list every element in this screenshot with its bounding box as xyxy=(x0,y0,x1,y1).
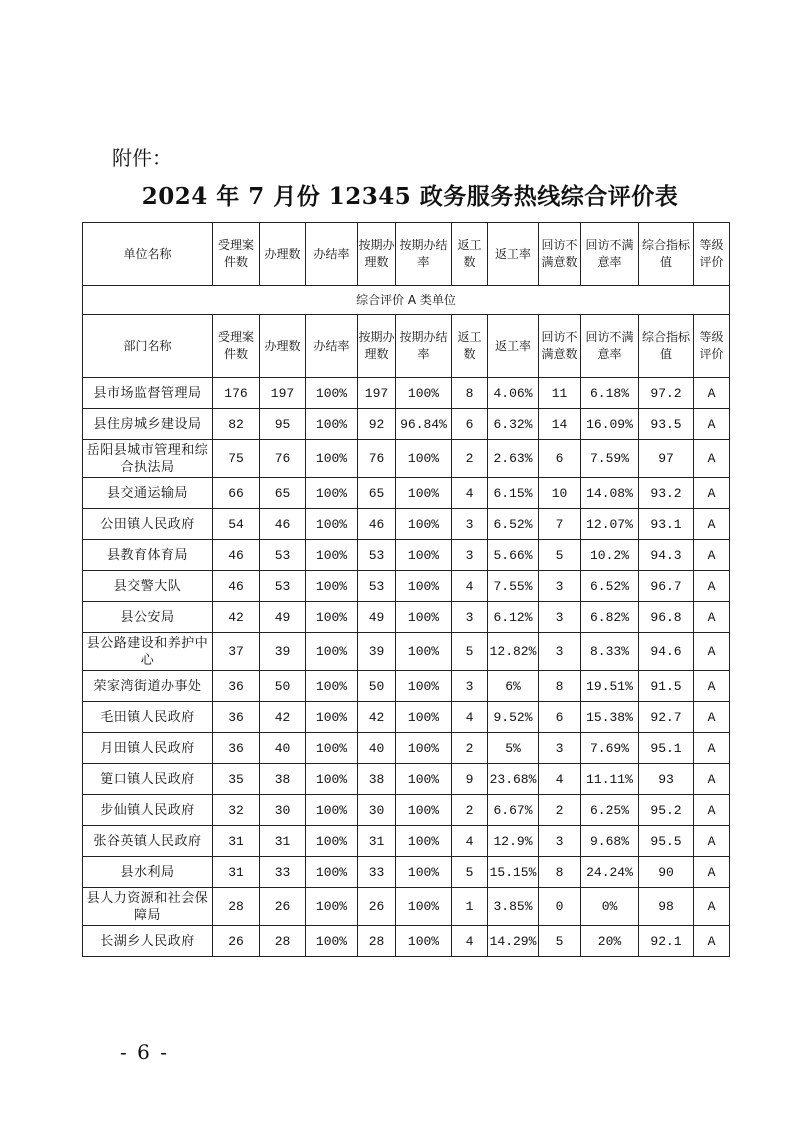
unit-name-cell: 县市场监督管理局 xyxy=(83,378,213,409)
value-cell: 98 xyxy=(639,888,694,926)
value-cell: 38 xyxy=(358,764,396,795)
value-cell: A xyxy=(694,671,730,702)
value-cell: 92.7 xyxy=(639,702,694,733)
unit-name-cell: 县交通运输局 xyxy=(83,478,213,509)
header-cell: 等级评价 xyxy=(694,315,730,378)
header-cell: 单位名称 xyxy=(83,223,213,286)
value-cell: 26 xyxy=(260,888,306,926)
table-row xyxy=(83,826,730,857)
value-cell: A xyxy=(694,826,730,857)
table-row xyxy=(83,857,730,888)
value-cell: 36 xyxy=(213,671,260,702)
header-cell: 按期办结率 xyxy=(396,315,452,378)
value-cell: 2 xyxy=(539,795,581,826)
header-cell: 综合指标值 xyxy=(639,223,694,286)
value-cell: 6.32% xyxy=(488,409,539,440)
header-cell: 回访不满意率 xyxy=(581,223,639,286)
value-cell: 5 xyxy=(539,540,581,571)
value-cell: 9.52% xyxy=(488,702,539,733)
value-cell: 5.66% xyxy=(488,540,539,571)
unit-name-cell: 公田镇人民政府 xyxy=(83,509,213,540)
value-cell: 2.63% xyxy=(488,440,539,478)
value-cell: 94.3 xyxy=(639,540,694,571)
value-cell: 95 xyxy=(260,409,306,440)
value-cell: A xyxy=(694,926,730,957)
value-cell: 92 xyxy=(358,409,396,440)
value-cell: 11.11% xyxy=(581,764,639,795)
value-cell: 31 xyxy=(213,857,260,888)
value-cell: 6.18% xyxy=(581,378,639,409)
table-row xyxy=(83,733,730,764)
value-cell: 66 xyxy=(213,478,260,509)
value-cell: 39 xyxy=(358,633,396,671)
table-row xyxy=(83,764,730,795)
value-cell: 12.07% xyxy=(581,509,639,540)
value-cell: 95.1 xyxy=(639,733,694,764)
value-cell: 39 xyxy=(260,633,306,671)
value-cell: 11 xyxy=(539,378,581,409)
value-cell: 92.1 xyxy=(639,926,694,957)
value-cell: 31 xyxy=(213,826,260,857)
value-cell: 100% xyxy=(306,826,358,857)
value-cell: 100% xyxy=(396,733,452,764)
value-cell: 3 xyxy=(452,671,488,702)
value-cell: 32 xyxy=(213,795,260,826)
value-cell: 24.24% xyxy=(581,857,639,888)
value-cell: 16.09% xyxy=(581,409,639,440)
value-cell: 15.15% xyxy=(488,857,539,888)
value-cell: A xyxy=(694,509,730,540)
value-cell: 9.68% xyxy=(581,826,639,857)
value-cell: 65 xyxy=(260,478,306,509)
value-cell: 0% xyxy=(581,888,639,926)
value-cell: 100% xyxy=(396,478,452,509)
value-cell: 10.2% xyxy=(581,540,639,571)
value-cell: 35 xyxy=(213,764,260,795)
value-cell: 14.29% xyxy=(488,926,539,957)
value-cell: 7.55% xyxy=(488,571,539,602)
unit-name-cell: 毛田镇人民政府 xyxy=(83,702,213,733)
value-cell: 28 xyxy=(260,926,306,957)
value-cell: A xyxy=(694,571,730,602)
value-cell: 91.5 xyxy=(639,671,694,702)
value-cell: 100% xyxy=(396,378,452,409)
value-cell: 3 xyxy=(539,826,581,857)
evaluation-table xyxy=(82,222,730,957)
header-cell: 回访不满意数 xyxy=(539,223,581,286)
value-cell: 95.2 xyxy=(639,795,694,826)
value-cell: 2 xyxy=(452,795,488,826)
attachment-label: 附件： xyxy=(112,146,172,170)
value-cell: 7 xyxy=(539,509,581,540)
value-cell: 6.52% xyxy=(488,509,539,540)
header-cell: 等级评价 xyxy=(694,223,730,286)
value-cell: 19.51% xyxy=(581,671,639,702)
value-cell: A xyxy=(694,764,730,795)
unit-name-cell: 步仙镇人民政府 xyxy=(83,795,213,826)
unit-name-cell: 县交警大队 xyxy=(83,571,213,602)
value-cell: 100% xyxy=(306,540,358,571)
value-cell: 6.82% xyxy=(581,602,639,633)
unit-name-cell: 张谷英镇人民政府 xyxy=(83,826,213,857)
value-cell: 23.68% xyxy=(488,764,539,795)
value-cell: 10 xyxy=(539,478,581,509)
value-cell: 42 xyxy=(358,702,396,733)
value-cell: 14 xyxy=(539,409,581,440)
value-cell: 3 xyxy=(452,602,488,633)
header-cell: 返工数 xyxy=(452,315,488,378)
table-row xyxy=(83,671,730,702)
unit-name-cell: 县教育体育局 xyxy=(83,540,213,571)
header-cell: 受理案件数 xyxy=(213,223,260,286)
value-cell: 100% xyxy=(396,602,452,633)
table-subheader-row xyxy=(83,315,730,378)
value-cell: 42 xyxy=(260,702,306,733)
value-cell: 3 xyxy=(539,602,581,633)
header-cell: 受理案件数 xyxy=(213,315,260,378)
table-row xyxy=(83,509,730,540)
value-cell: A xyxy=(694,440,730,478)
value-cell: 4 xyxy=(452,702,488,733)
value-cell: 100% xyxy=(396,795,452,826)
value-cell: 75 xyxy=(213,440,260,478)
page-number: - 6 - xyxy=(120,1040,169,1064)
value-cell: 49 xyxy=(260,602,306,633)
value-cell: 40 xyxy=(358,733,396,764)
header-cell: 办结率 xyxy=(306,223,358,286)
header-cell: 部门名称 xyxy=(83,315,213,378)
value-cell: 100% xyxy=(396,571,452,602)
value-cell: 100% xyxy=(306,702,358,733)
value-cell: 93 xyxy=(639,764,694,795)
value-cell: 100% xyxy=(396,671,452,702)
value-cell: 4 xyxy=(452,926,488,957)
unit-name-cell: 长湖乡人民政府 xyxy=(83,926,213,957)
value-cell: A xyxy=(694,378,730,409)
value-cell: 94.6 xyxy=(639,633,694,671)
value-cell: A xyxy=(694,478,730,509)
header-cell: 综合指标值 xyxy=(639,315,694,378)
value-cell: 8 xyxy=(452,378,488,409)
value-cell: 6% xyxy=(488,671,539,702)
header-cell: 回访不满意率 xyxy=(581,315,639,378)
value-cell: 97 xyxy=(639,440,694,478)
header-cell: 返工数 xyxy=(452,223,488,286)
value-cell: 100% xyxy=(396,509,452,540)
value-cell: 5% xyxy=(488,733,539,764)
value-cell: 40 xyxy=(260,733,306,764)
value-cell: 28 xyxy=(213,888,260,926)
value-cell: 3.85% xyxy=(488,888,539,926)
value-cell: 3 xyxy=(452,509,488,540)
value-cell: 4.06% xyxy=(488,378,539,409)
value-cell: 100% xyxy=(396,764,452,795)
value-cell: 100% xyxy=(396,540,452,571)
value-cell: 3 xyxy=(539,633,581,671)
value-cell: 6.12% xyxy=(488,602,539,633)
value-cell: 37 xyxy=(213,633,260,671)
value-cell: 46 xyxy=(358,509,396,540)
value-cell: 96.7 xyxy=(639,571,694,602)
value-cell: 14.08% xyxy=(581,478,639,509)
value-cell: 5 xyxy=(452,633,488,671)
value-cell: 95.5 xyxy=(639,826,694,857)
value-cell: 96.8 xyxy=(639,602,694,633)
value-cell: 90 xyxy=(639,857,694,888)
unit-name-cell: 县住房城乡建设局 xyxy=(83,409,213,440)
value-cell: 93.2 xyxy=(639,478,694,509)
value-cell: 82 xyxy=(213,409,260,440)
unit-name-cell: 县人力资源和社会保障局 xyxy=(83,888,213,926)
value-cell: 100% xyxy=(306,926,358,957)
value-cell: 54 xyxy=(213,509,260,540)
value-cell: 30 xyxy=(260,795,306,826)
value-cell: 197 xyxy=(358,378,396,409)
value-cell: 100% xyxy=(306,764,358,795)
value-cell: 5 xyxy=(539,926,581,957)
value-cell: 76 xyxy=(260,440,306,478)
value-cell: 36 xyxy=(213,702,260,733)
table-row xyxy=(83,602,730,633)
value-cell: 197 xyxy=(260,378,306,409)
value-cell: 53 xyxy=(260,571,306,602)
table-row xyxy=(83,702,730,733)
unit-name-cell: 荣家湾街道办事处 xyxy=(83,671,213,702)
value-cell: 33 xyxy=(358,857,396,888)
value-cell: 26 xyxy=(213,926,260,957)
unit-name-cell: 县水利局 xyxy=(83,857,213,888)
value-cell: A xyxy=(694,540,730,571)
value-cell: 53 xyxy=(358,571,396,602)
value-cell: 33 xyxy=(260,857,306,888)
value-cell: 8.33% xyxy=(581,633,639,671)
table-row xyxy=(83,440,730,478)
value-cell: 2 xyxy=(452,440,488,478)
value-cell: 42 xyxy=(213,602,260,633)
value-cell: 65 xyxy=(358,478,396,509)
value-cell: 6 xyxy=(539,702,581,733)
value-cell: 8 xyxy=(539,857,581,888)
unit-name-cell: 岳阳县城市管理和综合执法局 xyxy=(83,440,213,478)
header-cell: 返工率 xyxy=(488,223,539,286)
value-cell: 100% xyxy=(306,602,358,633)
value-cell: A xyxy=(694,602,730,633)
value-cell: 9 xyxy=(452,764,488,795)
value-cell: 26 xyxy=(358,888,396,926)
header-cell: 返工率 xyxy=(488,315,539,378)
value-cell: 93.1 xyxy=(639,509,694,540)
value-cell: 100% xyxy=(306,795,358,826)
value-cell: 100% xyxy=(396,926,452,957)
header-cell: 办理数 xyxy=(260,315,306,378)
value-cell: 97.2 xyxy=(639,378,694,409)
value-cell: 4 xyxy=(539,764,581,795)
value-cell: 100% xyxy=(396,440,452,478)
value-cell: 100% xyxy=(306,633,358,671)
value-cell: 100% xyxy=(396,826,452,857)
header-cell: 办结率 xyxy=(306,315,358,378)
value-cell: 2 xyxy=(452,733,488,764)
value-cell: 96.84% xyxy=(396,409,452,440)
value-cell: 93.5 xyxy=(639,409,694,440)
header-cell: 办理数 xyxy=(260,223,306,286)
table-header-row xyxy=(83,223,730,286)
section-row xyxy=(83,286,730,315)
value-cell: 5 xyxy=(452,857,488,888)
table-row xyxy=(83,926,730,957)
table-row xyxy=(83,571,730,602)
value-cell: 8 xyxy=(539,671,581,702)
header-cell: 按期办理数 xyxy=(358,223,396,286)
table-row xyxy=(83,888,730,926)
value-cell: 3 xyxy=(539,733,581,764)
value-cell: 4 xyxy=(452,478,488,509)
unit-name-cell: 县公安局 xyxy=(83,602,213,633)
unit-name-cell: 县公路建设和养护中心 xyxy=(83,633,213,671)
value-cell: 100% xyxy=(306,478,358,509)
value-cell: 6.15% xyxy=(488,478,539,509)
value-cell: 31 xyxy=(358,826,396,857)
table-row xyxy=(83,633,730,671)
section-title: 综合评价 A 类单位 xyxy=(83,286,730,315)
value-cell: 4 xyxy=(452,826,488,857)
value-cell: 46 xyxy=(213,571,260,602)
value-cell: 100% xyxy=(306,571,358,602)
value-cell: 50 xyxy=(358,671,396,702)
table-row xyxy=(83,540,730,571)
value-cell: 0 xyxy=(539,888,581,926)
value-cell: 46 xyxy=(260,509,306,540)
table-row xyxy=(83,378,730,409)
value-cell: 38 xyxy=(260,764,306,795)
value-cell: A xyxy=(694,888,730,926)
table-row xyxy=(83,409,730,440)
value-cell: 100% xyxy=(306,888,358,926)
value-cell: 6.52% xyxy=(581,571,639,602)
value-cell: 4 xyxy=(452,571,488,602)
value-cell: 1 xyxy=(452,888,488,926)
value-cell: 3 xyxy=(452,540,488,571)
value-cell: 53 xyxy=(358,540,396,571)
value-cell: 7.69% xyxy=(581,733,639,764)
value-cell: 176 xyxy=(213,378,260,409)
header-cell: 回访不满意数 xyxy=(539,315,581,378)
value-cell: 6 xyxy=(452,409,488,440)
value-cell: A xyxy=(694,857,730,888)
value-cell: 3 xyxy=(539,571,581,602)
value-cell: 50 xyxy=(260,671,306,702)
value-cell: 6.25% xyxy=(581,795,639,826)
value-cell: 100% xyxy=(306,409,358,440)
value-cell: 7.59% xyxy=(581,440,639,478)
value-cell: 28 xyxy=(358,926,396,957)
value-cell: 36 xyxy=(213,733,260,764)
unit-name-cell: 月田镇人民政府 xyxy=(83,733,213,764)
value-cell: 6.67% xyxy=(488,795,539,826)
value-cell: A xyxy=(694,795,730,826)
value-cell: 15.38% xyxy=(581,702,639,733)
value-cell: 100% xyxy=(306,509,358,540)
value-cell: 100% xyxy=(396,633,452,671)
value-cell: A xyxy=(694,409,730,440)
page-title: 2024 年 7 月份 12345 政务服务热线综合评价表 xyxy=(141,183,679,210)
value-cell: 100% xyxy=(306,857,358,888)
value-cell: 12.9% xyxy=(488,826,539,857)
value-cell: 100% xyxy=(396,888,452,926)
header-cell: 按期办理数 xyxy=(358,315,396,378)
header-cell: 按期办结率 xyxy=(396,223,452,286)
value-cell: 100% xyxy=(306,440,358,478)
value-cell: 76 xyxy=(358,440,396,478)
value-cell: A xyxy=(694,733,730,764)
value-cell: A xyxy=(694,702,730,733)
value-cell: 6 xyxy=(539,440,581,478)
table-row xyxy=(83,795,730,826)
value-cell: 31 xyxy=(260,826,306,857)
unit-name-cell: 筻口镇人民政府 xyxy=(83,764,213,795)
value-cell: 53 xyxy=(260,540,306,571)
value-cell: 100% xyxy=(396,857,452,888)
value-cell: 20% xyxy=(581,926,639,957)
value-cell: 100% xyxy=(396,702,452,733)
value-cell: 49 xyxy=(358,602,396,633)
value-cell: 100% xyxy=(306,733,358,764)
value-cell: 100% xyxy=(306,378,358,409)
table-row xyxy=(83,478,730,509)
value-cell: 46 xyxy=(213,540,260,571)
value-cell: 100% xyxy=(306,671,358,702)
value-cell: 30 xyxy=(358,795,396,826)
value-cell: A xyxy=(694,633,730,671)
value-cell: 12.82% xyxy=(488,633,539,671)
